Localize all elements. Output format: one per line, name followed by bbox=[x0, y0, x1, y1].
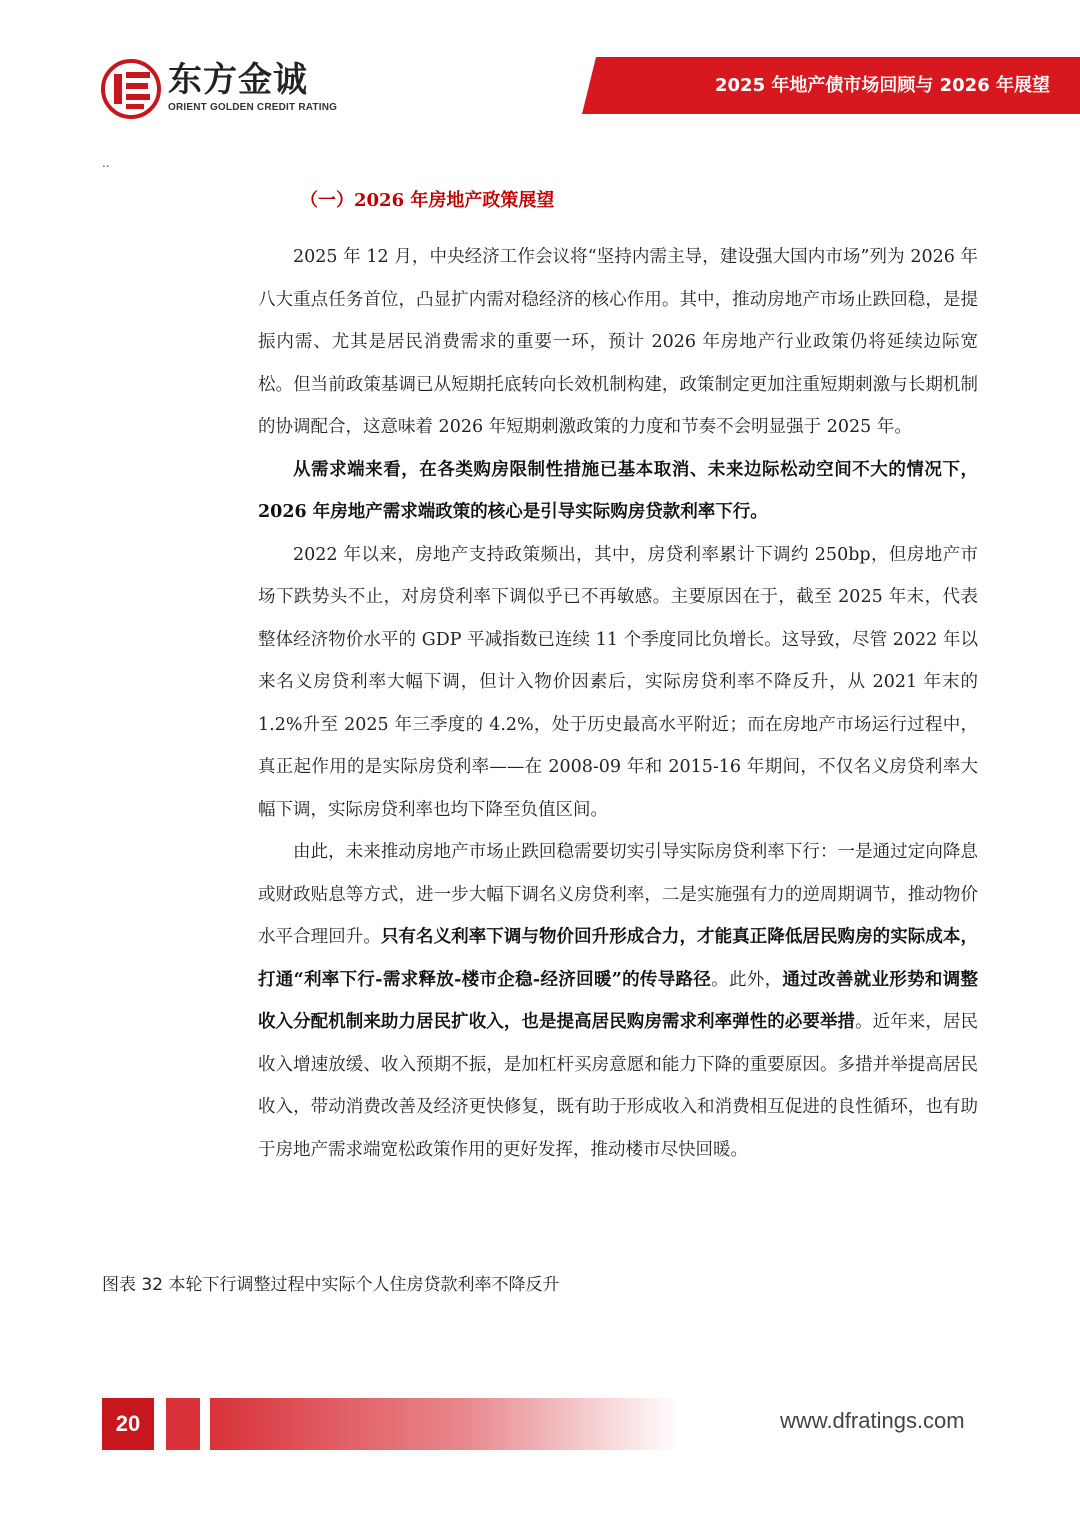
body-content bbox=[258, 236, 978, 1171]
footer-website[interactable]: www.dfratings.com bbox=[780, 1408, 965, 1433]
bold-text: 通过改善就业形势和调整收入分配机制来助力居民扩收入，也是提高居民购房需求利率弹性的必要举措 bbox=[258, 969, 979, 1032]
bold-text: 只有名义利率下调与物价回升形成合力，才能真正降低居民购房的实际成本，打通“利率下行-需求释放-楼市企稳-经济回暖”的传导路径 bbox=[258, 927, 978, 990]
bold-text: 从需求端来看，在各类购房限制性措施已基本取消、未来边际松动空间不大的情况下，2026 年房地产需求端政策的核心是引导实际购房贷款利率下行。 bbox=[258, 459, 978, 522]
body-paragraph bbox=[258, 236, 978, 449]
paragraph-text: 。此外， bbox=[711, 969, 783, 990]
body-paragraph bbox=[258, 449, 978, 534]
company-logo-icon bbox=[100, 58, 162, 120]
logo-chinese-name: 东方金诚 bbox=[168, 60, 308, 100]
footer-gradient-bar bbox=[210, 1398, 680, 1450]
figure-caption: 图表 32 本轮下行调整过程中实际个人住房贷款利率不降反升 bbox=[102, 1275, 560, 1295]
page-number: 20 bbox=[102, 1398, 154, 1450]
footer-accent-block bbox=[166, 1398, 200, 1450]
report-title: 2025 年地产债市场回顾与 2026 年展望 bbox=[715, 75, 1050, 96]
paragraph-text: 2022 年以来，房地产支持政策频出，其中，房贷利率累计下调约 250bp，但房地产市场下跌势头不止，对房贷利率下调似乎已不再敏感。主要原因在于，截至 2025 年末，代表整体经济物价水平的 GDP 平减指数已连续 11 个季度同比负增长。这导致，尽管 2022 年以来名义房贷利率大幅下调，但计入物价因素后，实际房贷利率不降反升，从 2021 年末的 1.2%升至 2025 年三季度的 4.2%，处于历史最高水平附近；而在房地产市场运行过程中，真正起作用的是实际房贷利率——在 2008-09 年和 2015-16 年期间，不仅名义房贷利率大幅下调，实际房贷利率也均下降至负值区间。 bbox=[258, 544, 978, 820]
paragraph-text: 由此，未来推动房地产市场止跌回稳需要切实引导实际房贷利率下行：一是通过定向降息或财政贴息等方式，进一步大幅下调名义房贷利率，二是实施强有力的逆周期调节，推动物价水平合理回升。 bbox=[258, 842, 978, 947]
paragraph-text: 2025 年 12 月，中央经济工作会议将“坚持内需主导，建设强大国内市场”列为 2026 年八大重点任务首位，凸显扩内需对稳经济的核心作用。其中，推动房地产市场止跌回稳，是提振内需、尤其是居民消费需求的重要一环，预计 2026 年房地产行业政策仍将延续边际宽松。但当前政策基调已从短期托底转向长效机制构建，政策制定更加注重短期刺激与长期机制的协调配合，这意味着 2026 年短期刺激政策的力度和节奏不会明显强于 2025 年。 bbox=[258, 247, 978, 437]
paragraph-text: 。近年来，居民收入增速放缓、收入预期不振，是加杠杆买房意愿和能力下降的重要原因。多措并举提高居民收入，带动消费改善及经济更快修复，既有助于形成收入和消费相互促进的良性循环，也有助于房地产需求端宽松政策作用的更好发挥，推动楼市尽快回暖。 bbox=[258, 1012, 978, 1160]
body-paragraph bbox=[258, 534, 978, 832]
body-paragraph bbox=[258, 831, 978, 1171]
header-dots: .. bbox=[102, 156, 110, 170]
company-logo bbox=[100, 58, 340, 120]
logo-english-name: ORIENT GOLDEN CREDIT RATING bbox=[168, 102, 338, 113]
section-heading: （一）2026 年房地产政策展望 bbox=[300, 190, 555, 211]
